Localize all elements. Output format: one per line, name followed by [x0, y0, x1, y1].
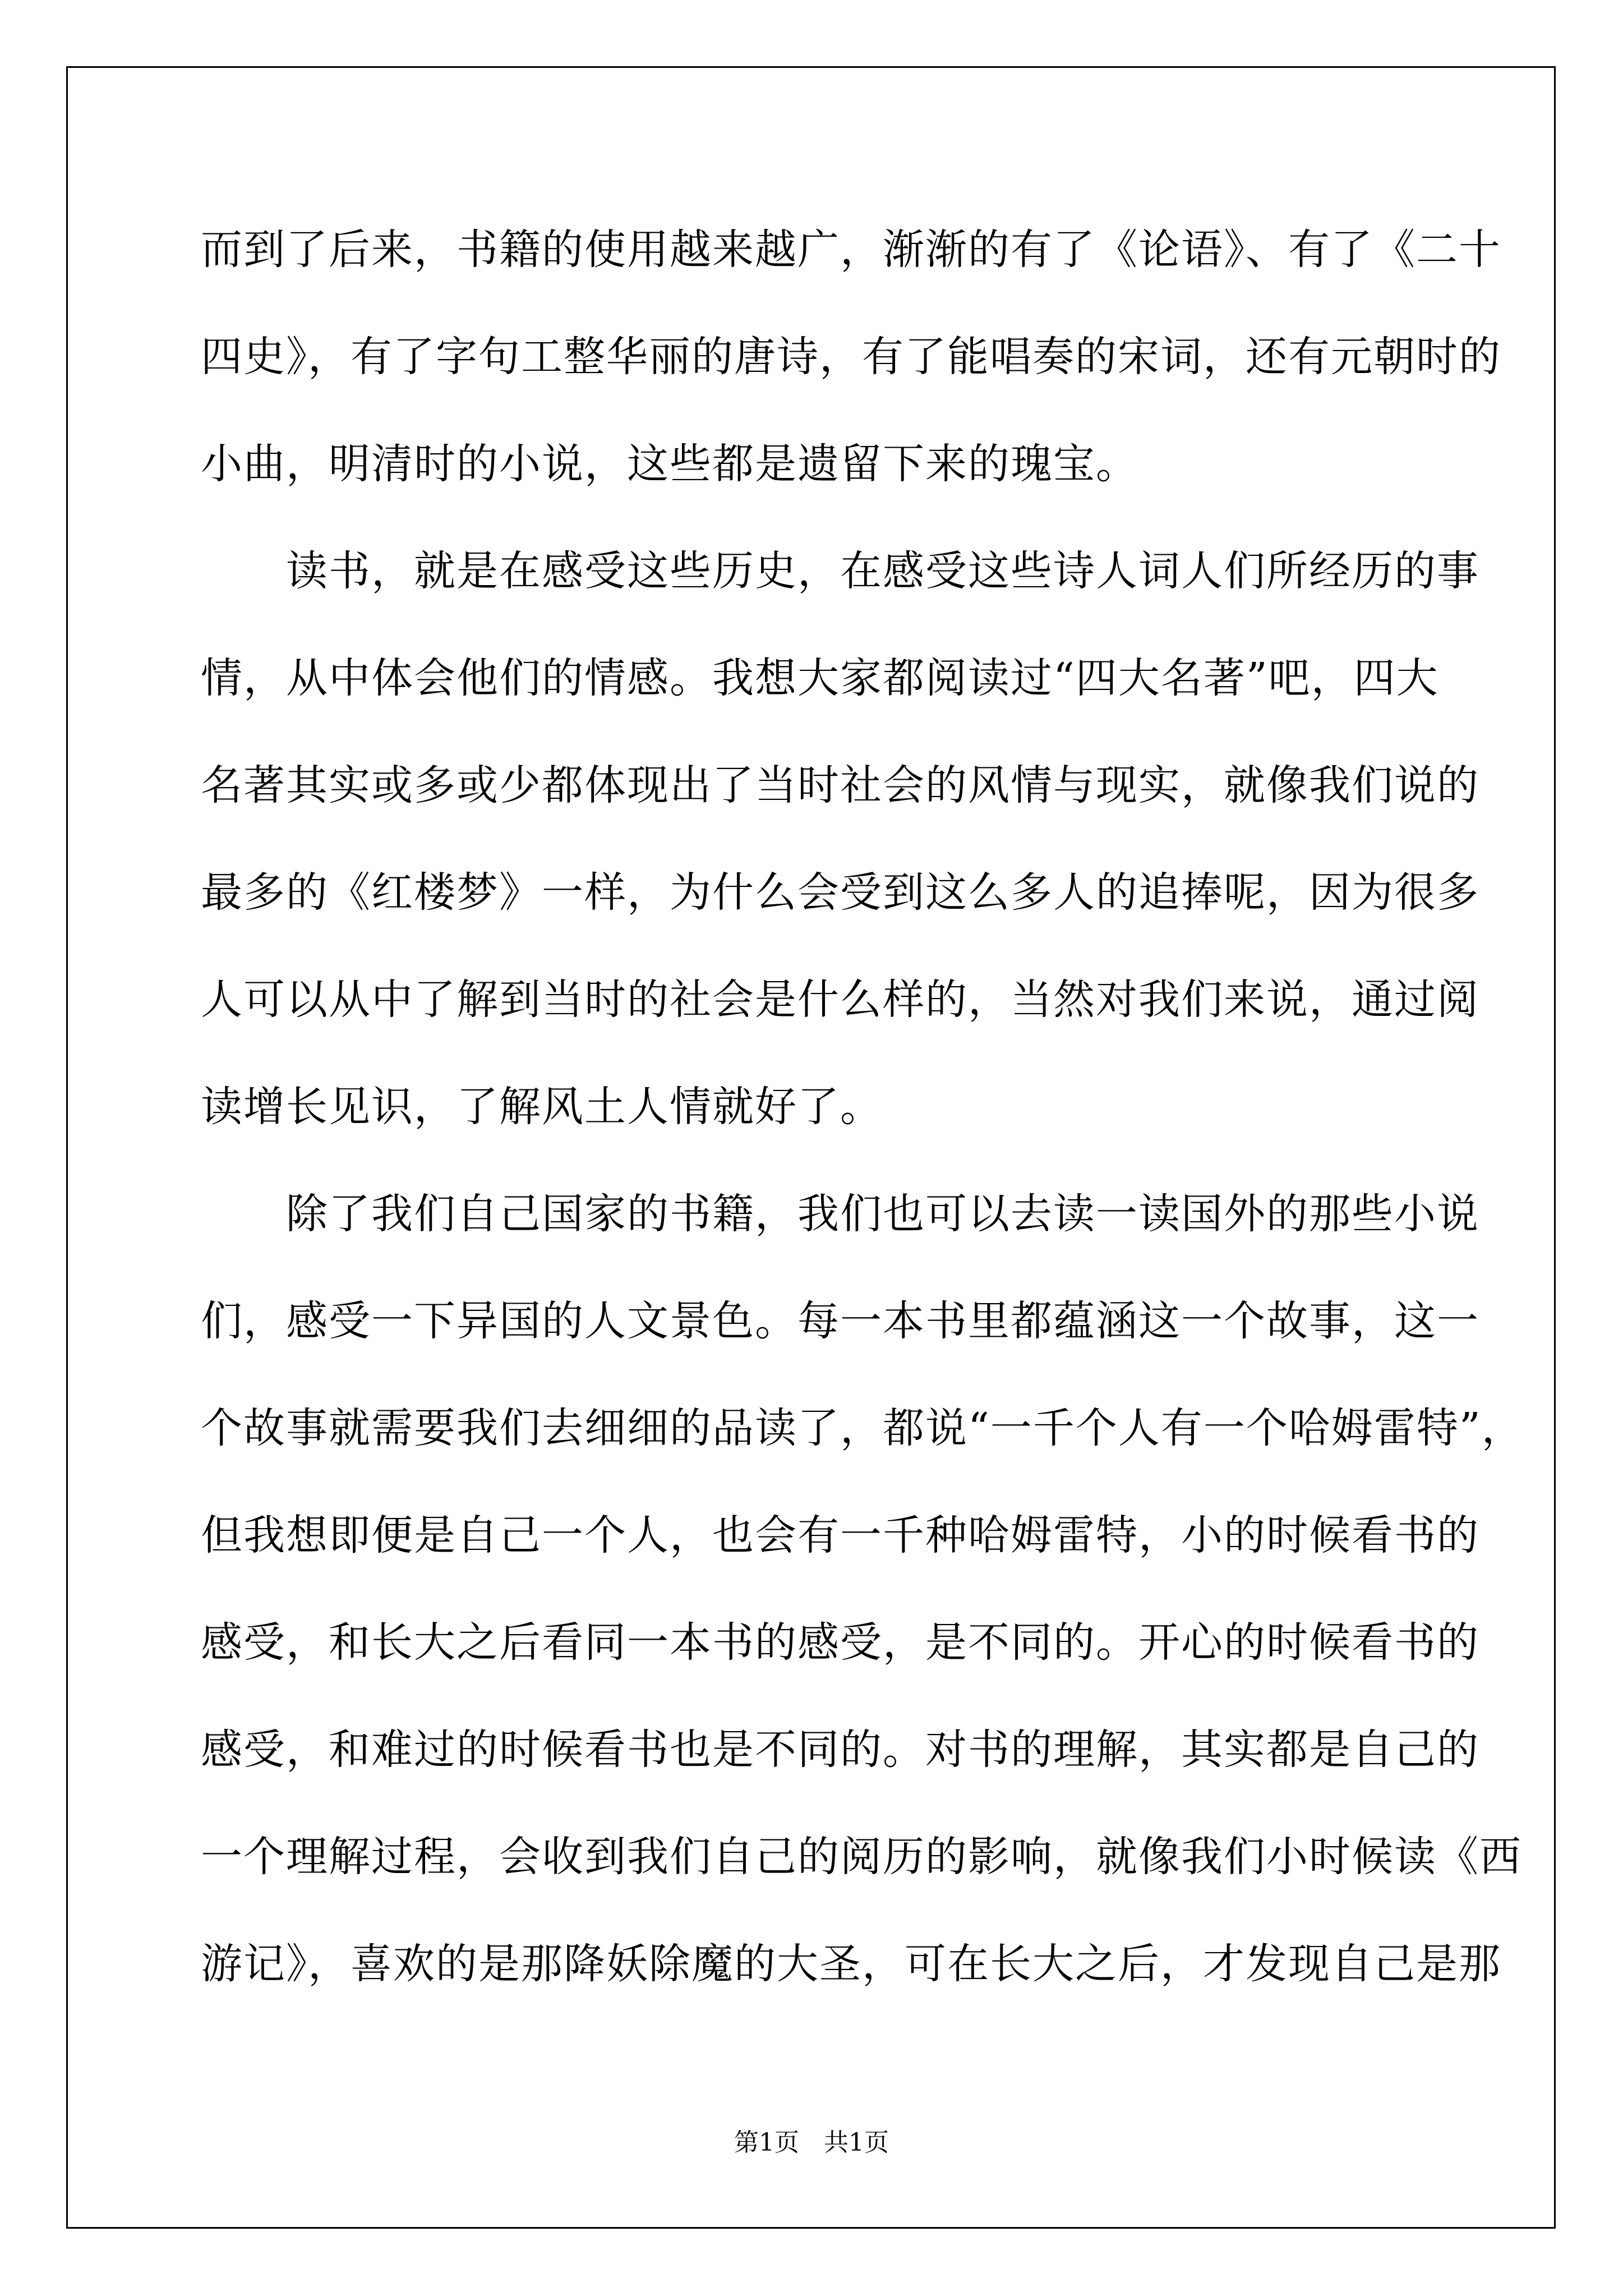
text-line: 但我想即便是自己一个人，也会有一千种哈姆雷特，小的时候看书的 [201, 1511, 1479, 1559]
text-line: 个故事就需要我们去细细的品读了，都说“一千个人有一个哈姆雷特”， [201, 1404, 1524, 1452]
text-line: 感受，和难过的时候看书也是不同的。对书的理解，其实都是自己的 [201, 1726, 1479, 1774]
page-number: 第1页 共1页 [734, 2128, 889, 2157]
text-line: 最多的《红楼梦》一样，为什么会受到这么多人的追捧呢，因为很多 [201, 868, 1479, 917]
document-body [201, 222, 1524, 2043]
text-line: 小曲，明清时的小说，这些都是遗留下来的瑰宝。 [201, 440, 1138, 488]
text-line: 们，感受一下异国的人文景色。每一本书里都蕴涵这一个故事，这一 [201, 1297, 1479, 1345]
text-line: 一个理解过程，会收到我们自己的阅历的影响，就像我们小时候读《西 [201, 1833, 1522, 1881]
text-line: 而到了后来，书籍的使用越来越广，渐渐的有了《论语》、有了《二十 [201, 226, 1501, 274]
text-line: 情，从中体会他们的情感。我想大家都阅读过“四大名著”吧，四大 [201, 654, 1439, 702]
text-line: 名著其实或多或少都体现出了当时社会的风情与现实，就像我们说的 [201, 761, 1479, 809]
text-line: 感受，和长大之后看同一本书的感受，是不同的。开心的时候看书的 [201, 1618, 1479, 1667]
text-line: 四史》，有了字句工整华丽的唐诗，有了能唱奏的宋词，还有元朝时的 [201, 333, 1501, 381]
text-line: 除了我们自己国家的书籍，我们也可以去读一读国外的那些小说 [201, 1190, 1479, 1238]
text-line: 读增长见识，了解风土人情就好了。 [201, 1083, 883, 1131]
text-line: 人可以从中了解到当时的社会是什么样的，当然对我们来说，通过阅 [201, 976, 1479, 1024]
text-line: 游记》，喜欢的是那降妖除魔的大圣，可在长大之后，才发现自己是那 [201, 1940, 1501, 1988]
text-line: 读书，就是在感受这些历史，在感受这些诗人词人们所经历的事 [201, 547, 1479, 595]
